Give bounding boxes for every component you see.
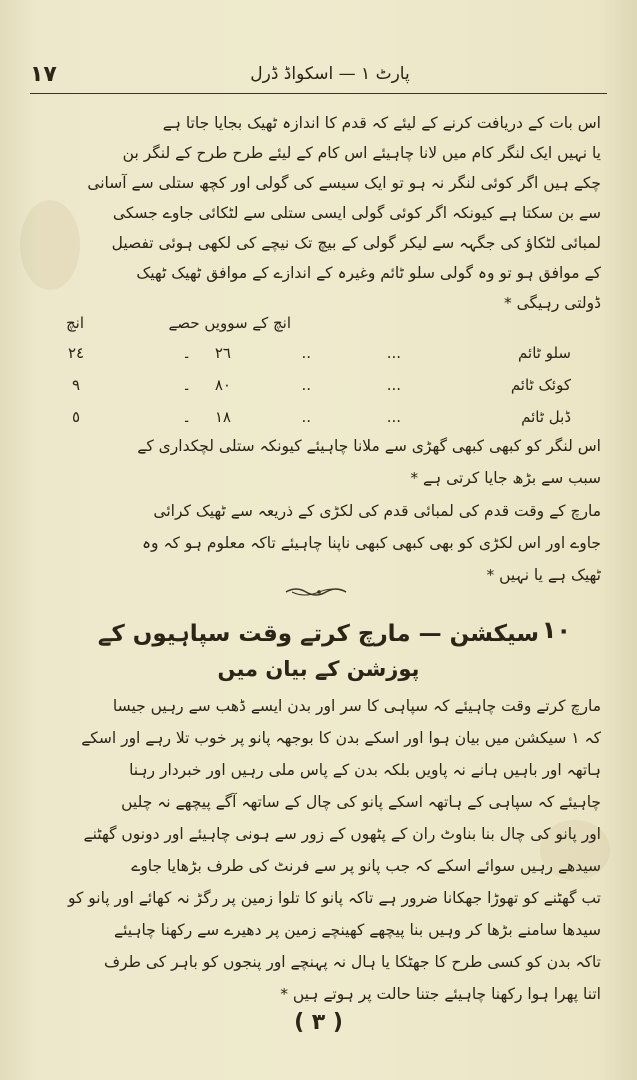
table-row (36, 370, 601, 402)
leader-dots: .. (301, 376, 311, 394)
text-line: کے موافق ہو تو وہ گولی سلو ٹائم وغیرہ کے اندازے کے موافق ٹھیک ٹھیک (136, 264, 601, 282)
section-number: ١٠ (541, 616, 571, 644)
text-line: تب گھٹنے کو تھوڑا جھکانا ضرور ہے تاکہ پانو کا تلوا زمین پر رگڑ نہ کھائے اور پانو کو (67, 889, 601, 907)
inches-value: ٢٦ (214, 344, 231, 362)
leader-dots: .. (301, 408, 311, 426)
section-subtitle: پوزشن کے بیان میں (217, 657, 420, 681)
page-header (30, 62, 607, 94)
hundredths-value: ٩ (71, 376, 81, 394)
separator: ۔ (182, 408, 191, 426)
running-head: پارٹ ١ — اسکواڈ ڈرل (250, 64, 410, 84)
text-line: سے بن سکتا ہے کیونکہ اگر کوئی گولی ایسی ستلی سے لٹکائی جاوے جسکی (112, 204, 601, 222)
inches-value: ٨٠ (214, 376, 231, 394)
table-row (36, 338, 601, 370)
ornament-flourish-icon (284, 584, 354, 600)
time-name: سلو ٹائم (518, 344, 571, 362)
hundredths-value: ٥ (71, 408, 81, 426)
page-footer-marker: ( ٣ ) (294, 1010, 343, 1035)
text-line: ہاتھہ اور باہیں ہانے نہ پاویں بلکہ بدن کے پاس ملی رہیں اور خبردار رہنا (129, 761, 601, 779)
table-header-hundredths: انچ کے سوویں حصے (168, 314, 291, 332)
leader-dots: ... (386, 408, 401, 426)
text-line: ڈولتی رہیگی * (503, 294, 601, 312)
hundredths-value: ٢٤ (67, 344, 85, 362)
text-line: چاہیئے کہ سپاہی کے ہاتھہ اسکے پانو کی چال کے ساتھہ آگے پیچھے نہ چلیں (121, 793, 601, 811)
table-header-inches: انچ (66, 314, 85, 332)
page-number: ١٧ (30, 62, 57, 87)
time-name: کوئک ٹائم (510, 376, 571, 394)
text-line: اس بات کے دریافت کرنے کے لیئے کہ قدم کا اندازہ ٹھیک بجایا جاتا ہے (162, 114, 601, 132)
text-line: لمبائی لٹکاؤ کی جگہہ سے لیکر گولی کے بیچ تک نیچے کی لکھی ہوئی تفصیل (111, 234, 601, 252)
text-line: اس لنگر کو کبھی کبھی گھڑی سے ملانا چاہیئے کیونکہ ستلی لچکداری کے (137, 437, 601, 455)
leader-dots: ... (386, 344, 401, 362)
text-line: تاکہ بدن کو کسی طرح کا جھٹکا یا ہال نہ پہنچے اور پنجوں کو باہر کی طرف (104, 953, 601, 971)
paragraph-check-clock (36, 430, 601, 494)
table-header-row (36, 308, 601, 338)
paragraph-pace-stick (36, 495, 601, 591)
text-line: اتنا پھرا ہوا رکھنا چاہیئے جتنا حالت پر ہوتے ہیں * (280, 985, 601, 1003)
time-name: ڈبل ٹائم (521, 408, 571, 426)
text-line: سیدھا سامنے بڑھا کر وہیں بنا پیچھے کھینچے زمین پر دھیرے سے رکھنا چاہیئے (114, 921, 601, 939)
header-rule (30, 93, 607, 94)
pendulum-length-table (36, 308, 601, 434)
text-line: چکے ہیں اگر کوئی لنگر نہ ہو تو ایک سیسے کی گولی اور کچھ ستلی سے آسانی (87, 174, 601, 192)
text-line: ٹھیک ہے یا نہیں * (486, 566, 601, 584)
separator: ۔ (182, 376, 191, 394)
paragraph-plumb-line (36, 108, 601, 318)
inches-value: ١٨ (214, 408, 231, 426)
leader-dots: ... (386, 376, 401, 394)
text-line: جاوے اور اس لکڑی کو بھی کبھی کبھی ناپنا چاہیئے تاکہ معلوم ہو کہ وہ (141, 534, 601, 552)
text-line: یا نہیں ایک لنگر کام میں لانا چاہیئے اس کام کے لیئے طرح طرح کے لنگر بن (122, 144, 601, 162)
text-line: کہ ١ سیکشن میں بیان ہوا اور اسکے بدن کا بوجھہ پانو پر خوب تلا رہے اور اسکے (81, 729, 601, 747)
text-line: مارچ کرتے وقت چاہیئے کہ سپاہی کا سر اور بدن ایسے ڈھب سے رہیں جیسا (112, 697, 601, 715)
section-heading (36, 616, 601, 686)
text-line: مارچ کے وقت قدم کی لمبائی قدم کی لکڑی کے ذریعہ سے ٹھیک کرائی (153, 502, 601, 520)
paragraph-marching-position (36, 690, 601, 1010)
text-line: سیدھے رہیں سوائے اسکے کہ جب پانو پر سے فرنٹ کی طرف بڑھایا جاوے (131, 857, 601, 875)
section-title: سیکشن — مارچ کرتے وقت سپاہیوں کے (97, 621, 540, 647)
text-line: سبب سے بڑھ جایا کرتی ہے * (410, 469, 601, 487)
text-line: اور پانو کی چال بنا بناوٹ ران کے پٹھوں کے زور سے ہونی چاہیئے اور دونوں گھٹنے (83, 825, 601, 843)
leader-dots: .. (301, 344, 311, 362)
section-ornament (0, 584, 637, 604)
separator: ۔ (182, 344, 191, 362)
